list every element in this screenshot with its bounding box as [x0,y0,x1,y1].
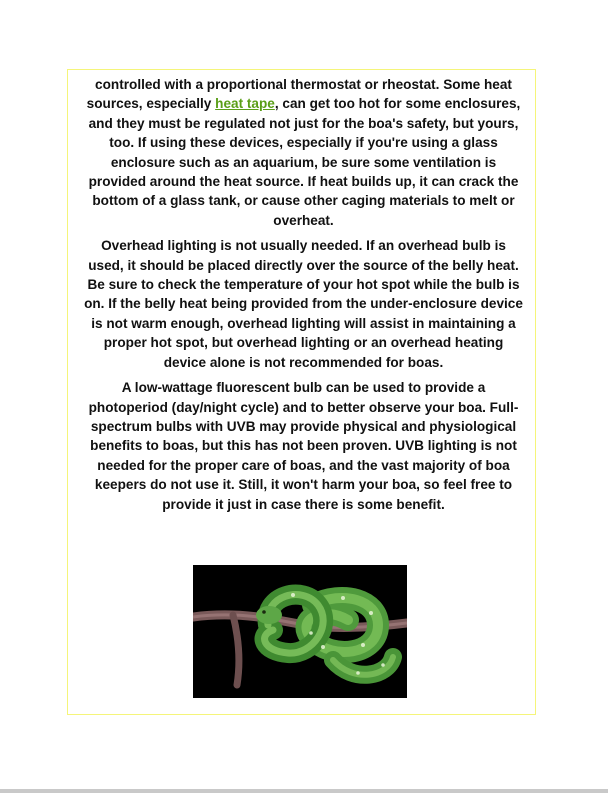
paragraph-overhead-lighting: Overhead lighting is not usually needed. If an overhead bulb is used, it should be placed directly over the source of the belly heat. Be sure to check the temperature of your hot spot while the bulb is on. If the belly heat being provided from the under-enclosure device is not warm enough, overhead lighting will assist in maintaining a proper hot spot, but overhead lighting or an overhead heating device alone is not recommended for boas. [84,238,523,370]
page-divider [0,789,608,793]
paragraph-heat-regulation [83,75,524,230]
paragraph-text: , can get too hot for some enclosures, and they must be regulated not just for the boa's safety, but yours, too. If using these devices, especially if you're using a glass enclosure such as an aquarium, be sure some ventilation is provided around the heat source. If heat builds up, it can crack the bottom of a glass tank, or cause other caging materials to melt or overheat. [88,96,521,228]
article-body [83,75,524,520]
boa-illustration [193,565,407,698]
paragraph-text: controlled with a proportional thermostat or rheostat. Some heat sources, especially [86,77,512,112]
paragraph-fluorescent-bulb: A low-wattage fluorescent bulb can be used to provide a photoperiod (day/night cycle) and to better observe your boa. Full-spectrum bulbs with UVB may provide physical and physiological benefits to boas, but this has not been proven. UVB lighting is not needed for the proper care of boas, and the vast majority of boa keepers do not use it. Still, it won't harm your boa, so feel free to provide it just in case there is some benefit. [88,380,519,512]
boa-photo [193,565,407,698]
heat-tape-link[interactable]: heat tape [215,96,275,112]
